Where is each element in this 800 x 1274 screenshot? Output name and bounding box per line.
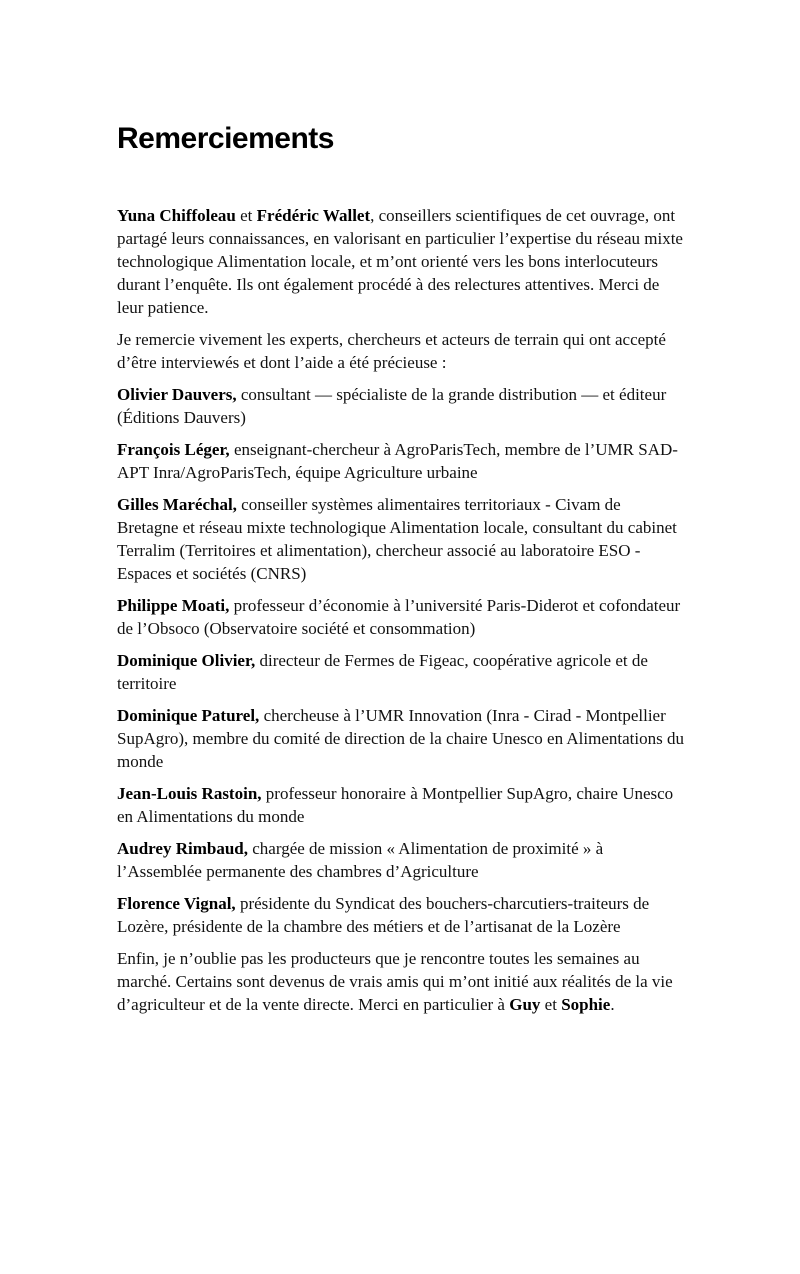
bold-text: Olivier Dauvers, (117, 384, 237, 404)
body-text: consultant — spécialiste de la grande distribution — et éditeur (Éditions Dauvers) (117, 384, 667, 427)
paragraph (117, 649, 686, 695)
body-text: et (235, 205, 257, 225)
paragraph (117, 328, 686, 374)
bold-text: Jean-Louis Rastoin, (117, 783, 262, 803)
bold-text: François Léger, (117, 439, 230, 459)
body-text: chargée de mission « Alimentation de proximité » à l’Assemblée permanente des chambres d’Agriculture (117, 838, 604, 881)
body-text: , conseillers scientifiques de cet ouvrage, ont partagé leurs connaissances, en valorisant en particulier l’expertise du réseau mixte technologique Alimentation locale, et m’ont orienté vers les bons interlocuteurs durant l’enquête. Ils ont également procédé à des relectures attentives. Merci de leur patience. (117, 205, 683, 317)
body-text: présidente du Syndicat des bouchers-charcutiers-traiteurs de Lozère, présidente de la chambre des métiers et de l’artisanat de la Lozère (117, 893, 650, 936)
paragraph (117, 493, 686, 585)
bold-text: Guy (509, 994, 541, 1014)
bold-text: Gilles Maréchal, (117, 494, 237, 514)
paragraph (117, 782, 686, 828)
bold-text: Dominique Paturel, (117, 705, 260, 725)
body-text: enseignant-chercheur à AgroParisTech, membre de l’UMR SAD-APT Inra/AgroParisTech, équipe Agriculture urbaine (117, 439, 678, 482)
bold-text: Florence Vignal, (117, 893, 236, 913)
body-text: et (540, 994, 562, 1014)
paragraph (117, 594, 686, 640)
bold-text: Audrey Rimbaud, (117, 838, 248, 858)
paragraph (117, 704, 686, 773)
body-text: directeur de Fermes de Figeac, coopérative agricole et de territoire (117, 650, 648, 693)
bold-text: Sophie (561, 994, 611, 1014)
bold-text: Yuna Chiffoleau (117, 205, 236, 225)
paragraph (117, 947, 686, 1016)
paragraphs (117, 204, 686, 1016)
paragraph (117, 383, 686, 429)
paragraph (117, 438, 686, 484)
body-text: Je remercie vivement les experts, chercheurs et acteurs de terrain qui ont accepté d’être interviewés et dont l’aide a été précieuse : (117, 329, 666, 372)
bold-text: Frédéric Wallet (256, 205, 371, 225)
bold-text: Philippe Moati, (117, 595, 230, 615)
paragraph (117, 892, 686, 938)
paragraph (117, 204, 686, 319)
body-text: chercheuse à l’UMR Innovation (Inra - Cirad - Montpellier SupAgro), membre du comité de direction de la chaire Unesco en Alimentations du monde (117, 705, 684, 771)
body-text: conseiller systèmes alimentaires territoriaux - Civam de Bretagne et réseau mixte technologique Alimentation locale, consultant du cabinet Terralim (Territoires et alimentation), chercheur associé au laboratoire ESO - Espaces et sociétés (CNRS) (117, 494, 677, 583)
paragraph (117, 837, 686, 883)
bold-text: Dominique Olivier, (117, 650, 256, 670)
body-text: Enfin, je n’oublie pas les producteurs que je rencontre toutes les semaines au marché. Certains sont devenus de vrais amis qui m’ont initié aux réalités de la vie d’agriculteur et de la vente directe. Merci en particulier à (117, 948, 673, 1014)
body-text: . (610, 994, 615, 1014)
page-title: Remerciements (117, 122, 334, 155)
body-text: professeur d’économie à l’université Paris-Diderot et cofondateur de l’Obsoco (Observatoire société et consommation) (117, 595, 681, 638)
body-text: professeur honoraire à Montpellier SupAgro, chaire Unesco en Alimentations du monde (117, 783, 674, 826)
